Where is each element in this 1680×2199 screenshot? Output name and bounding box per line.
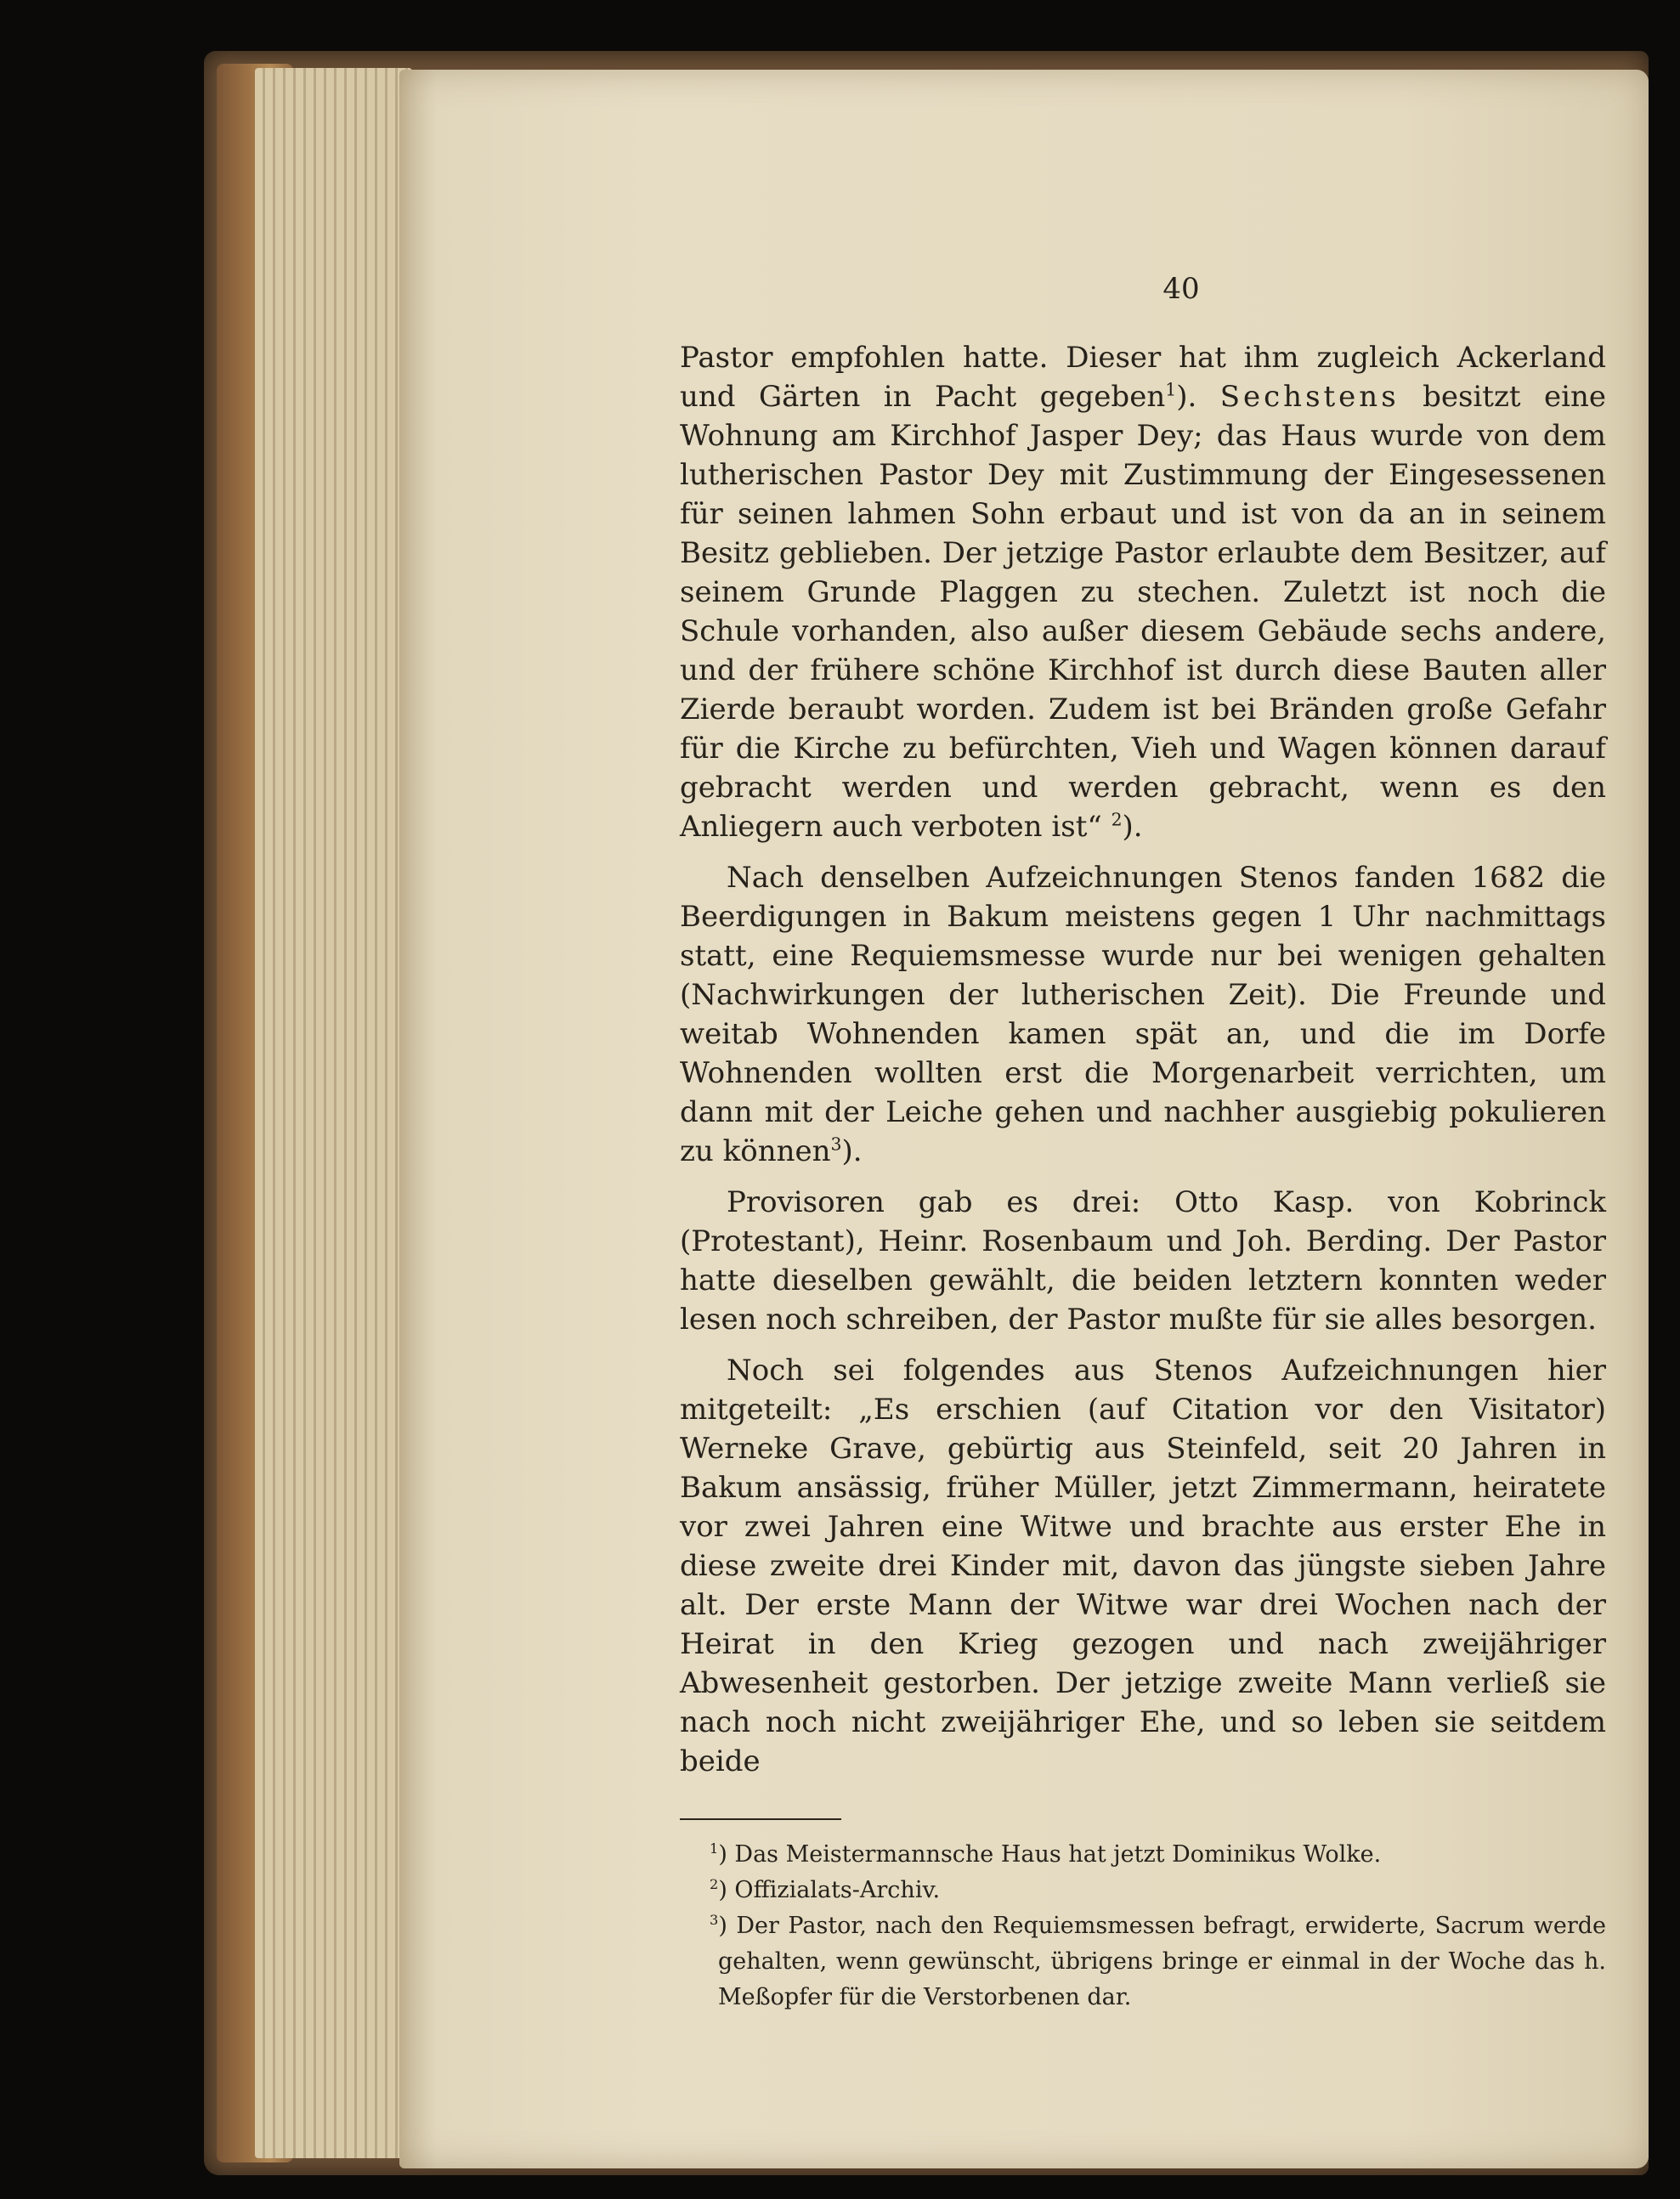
page-edges [255, 68, 412, 2158]
text-run: ). [1122, 810, 1143, 844]
spaced-emphasis: Sechstens [1219, 380, 1400, 414]
paragraph [680, 1183, 1606, 1339]
footnote-marker: 3 [830, 1133, 842, 1155]
footnote-text: ) Der Pastor, nach den Requiemsmessen befragt, erwiderte, Sacrum werde gehalten, wenn gewünscht, übrigens bringe er einmal in der Woche das h. Meßopfer für die Verstorbenen dar. [718, 1913, 1606, 2010]
footnote-marker: 2 [1111, 809, 1123, 830]
footnotes [680, 1837, 1606, 2015]
text-run: ). [841, 1134, 863, 1168]
body-text [680, 338, 1606, 1781]
text-run: Noch sei folgendes aus Stenos Aufzeichnungen hier mitgeteilt: „Es erschien (auf Citation vor den Visitator) Werneke Grave, gebürtig aus Steinfeld, seit 20 Jahren in Bakum ansässig, früher Müller, jetzt Zimmermann, heiratete vor zwei Jahren eine Witwe und brachte aus erster Ehe in diese zweite drei Kinder mit, davon das jüngste sieben Jahre alt. Der erste Mann der Witwe war drei Wochen nach der Heirat in den Krieg gezogen und nach zweijähriger Abwesenheit gestorben. Der jetzige zweite Mann verließ sie nach noch nicht zweijähriger Ehe, und so leben sie seitdem beide [680, 1354, 1606, 1778]
page-content [680, 272, 1606, 2015]
footnote [680, 1908, 1606, 2015]
text-run: Provisoren gab es drei: Otto Kasp. von Kobrinck (Protestant), Heinr. Rosenbaum und Joh. Berding. Der Pastor hatte dieselben gewählt, die beiden letztern konnten weder lesen noch schreiben, der Pastor mußte für sie alles besorgen. [680, 1185, 1606, 1337]
paragraph [680, 858, 1606, 1171]
footnote-marker: 1 [1165, 379, 1177, 400]
footnote-text: ) Offizialats-Archiv. [718, 1877, 941, 1903]
text-run: ). [1176, 380, 1220, 414]
text-run: Pastor empfohlen hatte. Dieser hat ihm zugleich Ackerland und Gärten in Pacht gegeben [680, 341, 1606, 414]
footnote-divider [680, 1818, 841, 1820]
text-run: besitzt eine Wohnung am Kirchhof Jasper Dey; das Haus wurde von dem lutherischen Pastor Dey mit Zustimmung der Eingesessenen für seinen lahmen Sohn erbaut und ist von da an in seinem Besitz geblieben. Der jetzige Pastor erlaubte dem Besitzer, auf seinem Grunde Plaggen zu stechen. Zuletzt ist noch die Schule vorhanden, also außer diesem Gebäude sechs andere, und der frühere schöne Kirchhof ist durch diese Bauten aller Zierde beraubt worden. Zudem ist bei Bränden große Gefahr für die Kirche zu befürchten, Vieh und Wagen können darauf gebracht werden und werden gebracht, wenn es den Anliegern auch verboten ist“ [680, 380, 1606, 844]
footnote-number: 1 [710, 1840, 719, 1857]
footnote-number: 3 [710, 1912, 719, 1928]
footnote [680, 1837, 1606, 1873]
paragraph [680, 338, 1606, 846]
footnote-number: 2 [710, 1876, 719, 1892]
paragraph [680, 1351, 1606, 1781]
text-run: Nach denselben Aufzeichnungen Stenos fanden 1682 die Beerdigungen in Bakum meistens gegen 1 Uhr nachmittags statt, eine Requiemsmesse wurde nur bei wenigen gehalten (Nachwirkungen der lutherischen Zeit). Die Freunde und weitab Wohnenden kamen spät an, und die im Dorfe Wohnenden wollten erst die Morgenarbeit verrichten, um dann mit der Leiche gehen und nachher ausgiebig pokulieren zu können [680, 861, 1606, 1168]
footnote [680, 1873, 1606, 1908]
page-number: 40 [1162, 272, 1200, 306]
footnote-text: ) Das Meistermannsche Haus hat jetzt Dominikus Wolke. [718, 1841, 1382, 1868]
